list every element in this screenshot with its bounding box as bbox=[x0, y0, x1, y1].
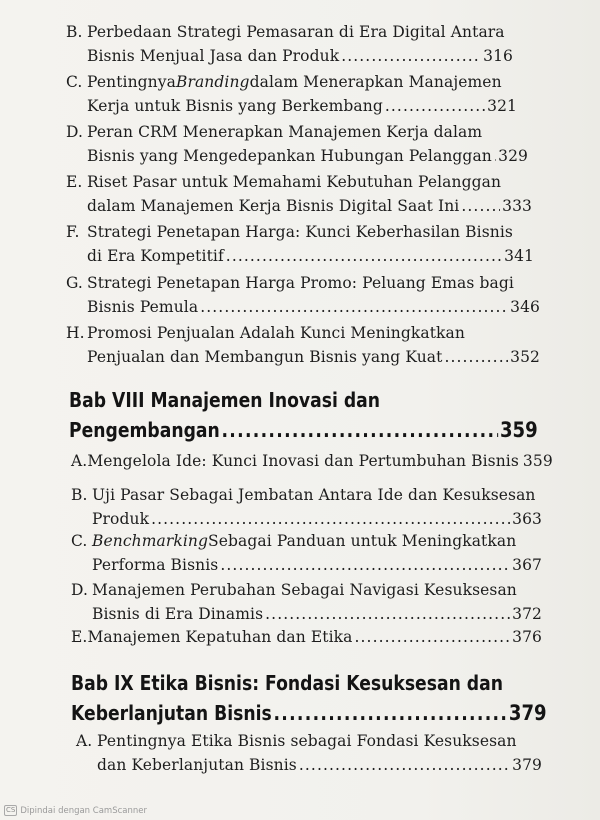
entry-title-line1: Perbedaan Strategi Pemasaran di Era Digital Antara bbox=[87, 23, 505, 41]
scanner-text: Dipindai dengan CamScanner bbox=[20, 805, 147, 816]
entry-letter: F. bbox=[66, 223, 80, 241]
leader-dots bbox=[221, 415, 498, 445]
toc-entry-e[interactable] bbox=[66, 170, 532, 218]
toc-entry-8e[interactable] bbox=[71, 625, 542, 649]
entry-letter: B. bbox=[71, 486, 88, 504]
page-number: 359 bbox=[499, 418, 538, 442]
toc-entry-d[interactable] bbox=[66, 120, 528, 168]
entry-title-line2: Produk bbox=[92, 510, 150, 528]
page-number: 352 bbox=[510, 348, 540, 366]
leader-dots bbox=[299, 753, 510, 777]
page-number: 329 bbox=[498, 147, 528, 165]
page-number: 376 bbox=[512, 628, 542, 646]
entry-letter: E. bbox=[66, 173, 83, 191]
entry-letter: C. bbox=[71, 532, 88, 550]
entry-title-line1: Peran CRM Menerapkan Manajemen Kerja dalam bbox=[87, 123, 483, 141]
entry-letter: B. bbox=[66, 23, 83, 41]
entry-title-line2: Penjualan dan Membangun Bisnis yang Kuat bbox=[87, 348, 443, 366]
leader-dots bbox=[151, 507, 510, 531]
entry-letter: H. bbox=[66, 324, 85, 342]
entry-letter: D. bbox=[66, 123, 84, 141]
camscanner-logo-icon: CS bbox=[6, 806, 16, 814]
page-number: 363 bbox=[512, 510, 542, 528]
leader-dots bbox=[200, 295, 508, 319]
leader-dots bbox=[494, 144, 496, 168]
chapter-title-line1: Bab VIII Manajemen Inovasi dan bbox=[69, 388, 381, 412]
entry-title-line1-post: Sebagai Panduan untuk Meningkatkan bbox=[208, 532, 517, 550]
toc-entry-h[interactable] bbox=[66, 321, 540, 369]
entry-letter: E. bbox=[71, 628, 88, 646]
toc-entry-c[interactable] bbox=[66, 70, 517, 118]
page-number: 379 bbox=[512, 756, 542, 774]
entry-title-line2: Bisnis di Era Dinamis bbox=[92, 605, 264, 623]
chapter-9-heading[interactable] bbox=[71, 668, 547, 728]
page-number: 359 bbox=[522, 452, 553, 470]
leader-dots bbox=[461, 194, 500, 218]
page-number: 367 bbox=[512, 556, 542, 574]
entry-title-italic: Benchmarking bbox=[92, 532, 209, 550]
entry-title-line1: Manajemen Kepatuhan dan Etika bbox=[87, 628, 353, 646]
toc-entry-8a[interactable] bbox=[71, 449, 553, 473]
entry-title-line2: Bisnis Pemula bbox=[87, 298, 199, 316]
entry-title-line1: Uji Pasar Sebagai Jembatan Antara Ide dan Kesuksesan bbox=[92, 486, 536, 504]
toc-entry-8d[interactable] bbox=[71, 578, 542, 626]
entry-title-line1: Strategi Penetapan Harga: Kunci Keberhasilan Bisnis bbox=[87, 223, 513, 241]
chapter-8-heading[interactable] bbox=[69, 385, 538, 445]
chapter-title-line2: Keberlanjutan Bisnis bbox=[71, 701, 272, 725]
page-number: 372 bbox=[512, 605, 542, 623]
toc-entry-f[interactable] bbox=[66, 220, 534, 268]
scanner-watermark bbox=[4, 805, 147, 816]
page-number: 333 bbox=[502, 197, 532, 215]
entry-letter: G. bbox=[66, 274, 83, 292]
toc-entry-8b[interactable] bbox=[71, 483, 542, 531]
entry-title-line2: Bisnis Menjual Jasa dan Produk bbox=[87, 47, 340, 65]
chapter-title-line1: Bab IX Etika Bisnis: Fondasi Kesuksesan dan bbox=[71, 671, 503, 695]
entry-title-line1: Pentingnya Etika Bisnis sebagai Fondasi Kesuksesan bbox=[97, 732, 517, 750]
toc-entry-8c[interactable] bbox=[71, 529, 542, 577]
toc-entry-9a[interactable] bbox=[76, 729, 542, 777]
page-number: 346 bbox=[510, 298, 540, 316]
entry-title-line1: Manajemen Perubahan Sebagai Navigasi Kesuksesan bbox=[92, 581, 517, 599]
entry-title-line1: Riset Pasar untuk Memahami Kebutuhan Pelanggan bbox=[87, 173, 502, 191]
leader-dots bbox=[273, 698, 507, 728]
entry-title-line2: dalam Manajemen Kerja Bisnis Digital Saat Ini bbox=[87, 197, 460, 215]
entry-title-line2: Kerja untuk Bisnis yang Berkembang bbox=[87, 97, 383, 115]
entry-title-italic: Branding bbox=[175, 73, 250, 91]
entry-title-line2: dan Keberlanjutan Bisnis bbox=[97, 756, 297, 774]
leader-dots bbox=[226, 244, 502, 268]
leader-dots bbox=[265, 602, 510, 626]
toc-entry-b[interactable] bbox=[66, 20, 513, 68]
entry-letter: A. bbox=[71, 452, 88, 470]
leader-dots bbox=[385, 94, 485, 118]
entry-title-line1: Strategi Penetapan Harga Promo: Peluang Emas bagi bbox=[87, 274, 514, 292]
entry-letter: C. bbox=[66, 73, 83, 91]
entry-title-line1: Promosi Penjualan Adalah Kunci Meningkatkan bbox=[87, 324, 465, 342]
page-number: 341 bbox=[504, 247, 534, 265]
page-number: 379 bbox=[508, 701, 547, 725]
leader-dots bbox=[220, 553, 510, 577]
leader-dots bbox=[341, 44, 481, 68]
page-number: 316 bbox=[483, 47, 513, 65]
chapter-title-line2: Pengembangan bbox=[69, 418, 220, 442]
entry-title-line2: di Era Kompetitif bbox=[87, 247, 224, 265]
toc-entry-g[interactable] bbox=[66, 271, 540, 319]
entry-letter: A. bbox=[76, 732, 93, 750]
entry-letter: D. bbox=[71, 581, 89, 599]
entry-title-line2: Bisnis yang Mengedepankan Hubungan Pelanggan bbox=[87, 147, 492, 165]
leader-dots bbox=[444, 345, 508, 369]
entry-title-line1-post: dalam Menerapkan Manajemen bbox=[249, 73, 502, 91]
entry-title-line2: Performa Bisnis bbox=[92, 556, 219, 574]
entry-title-line1: Mengelola Ide: Kunci Inovasi dan Pertumbuhan Bisnis bbox=[87, 452, 519, 470]
leader-dots bbox=[355, 625, 511, 649]
page-number: 321 bbox=[487, 97, 517, 115]
entry-title-line1-pre: Pentingnya bbox=[87, 73, 176, 91]
